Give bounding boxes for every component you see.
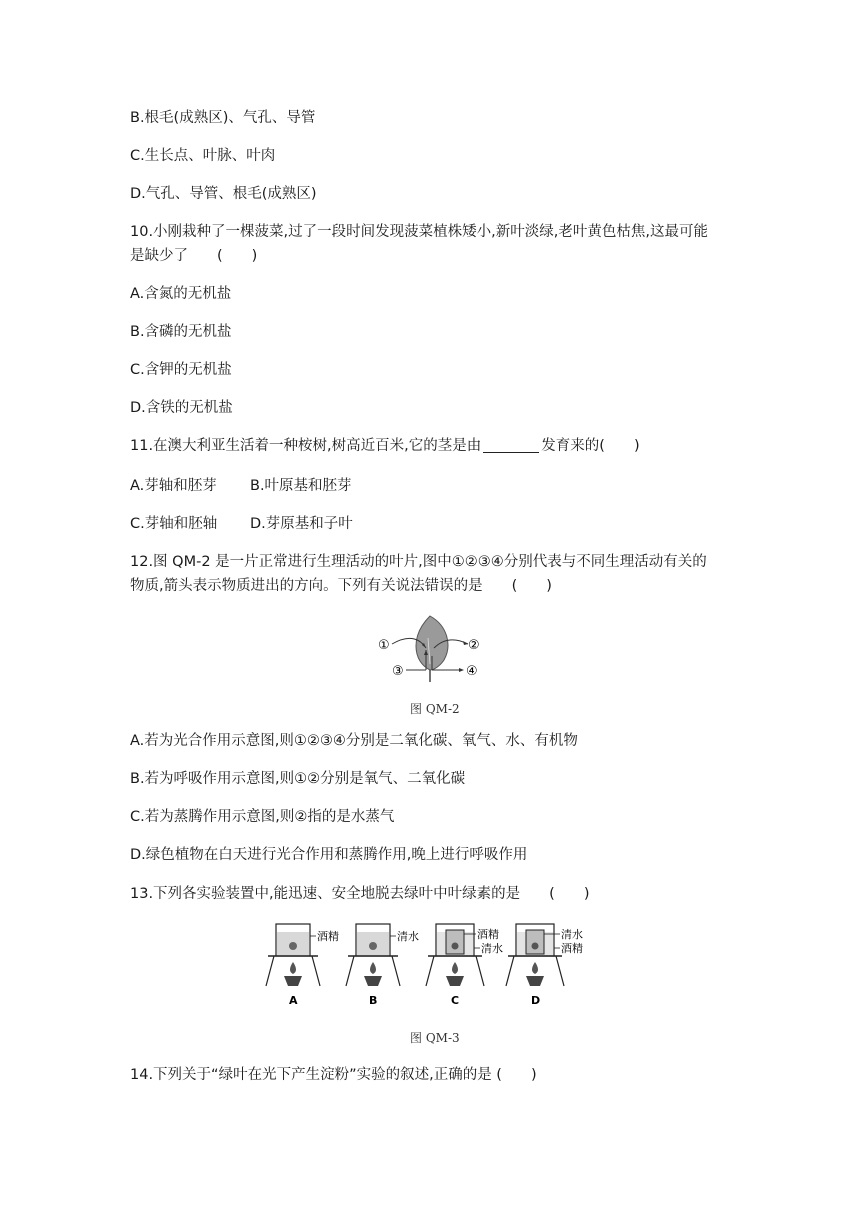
q9-option-c: C.生长点、叶脉、叶肉 (130, 148, 276, 164)
label-b-1: 清水 (397, 930, 419, 943)
label-4: ④ (466, 664, 478, 679)
q12-option-d: D.绿色植物在白天进行光合作用和蒸腾作用,晚上进行呼吸作用 (130, 847, 528, 863)
q13-stem: 13.下列各实验装置中,能迅速、安全地脱去绿叶中叶绿素的是 ( ) (130, 886, 590, 902)
letter-b: B (369, 994, 378, 1007)
leaf-diagram (360, 608, 500, 684)
q9-option-d: D.气孔、导管、根毛(成熟区) (130, 186, 317, 202)
apparatus-b (346, 924, 419, 1007)
q10-option-d: D.含铁的无机盐 (130, 400, 233, 416)
label-c-2: 清水 (481, 942, 503, 955)
label-c-1: 酒精 (477, 928, 499, 941)
q12-option-a: A.若为光合作用示意图,则①②③④分别是二氧化碳、氧气、水、有机物 (130, 733, 578, 749)
q9-option-b: B.根毛(成熟区)、气孔、导管 (130, 110, 316, 126)
label-d-2: 酒精 (561, 942, 583, 955)
apparatus-a (266, 924, 339, 1007)
q14-stem: 14.下列关于“绿叶在光下产生淀粉”实验的叙述,正确的是 ( ) (130, 1067, 537, 1083)
q10-stem-line2: 是缺少了 ( ) (130, 248, 258, 264)
q10-option-c: C.含钾的无机盐 (130, 362, 232, 378)
q11-option-a: A.芽轴和胚芽 (130, 478, 217, 494)
q10-option-b: B.含磷的无机盐 (130, 324, 232, 340)
apparatus-figure (262, 918, 602, 1008)
label-2: ② (468, 638, 480, 653)
q12-stem-line1: 12.图 QM-2 是一片正常进行生理活动的叶片,图中①②③④分别代表与不同生理活动有关的 (130, 554, 707, 570)
q11-stem (130, 436, 640, 456)
letter-c: C (451, 994, 460, 1007)
figure-qm3-caption: 图 QM-3 (410, 1031, 460, 1045)
letter-a: A (289, 994, 298, 1007)
q12-stem-line2: 物质,箭头表示物质进出的方向。下列有关说法错误的是 ( ) (130, 578, 552, 594)
q12-option-c: C.若为蒸腾作用示意图,则②指的是水蒸气 (130, 809, 395, 825)
letter-d: D (531, 994, 541, 1007)
label-3: ③ (392, 664, 404, 679)
q11-answer-blank (483, 438, 539, 453)
label-d-1: 清水 (561, 928, 583, 941)
apparatus-d (506, 924, 583, 1007)
q11-option-d: D.芽原基和子叶 (250, 516, 353, 532)
q10-option-a: A.含氮的无机盐 (130, 286, 232, 302)
figure-qm2-caption: 图 QM-2 (410, 702, 460, 716)
q10-stem-line1: 10.小刚栽种了一棵菠菜,过了一段时间发现菠菜植株矮小,新叶淡绿,老叶黄色枯焦,这最可能 (130, 224, 708, 240)
q11-option-b: B.叶原基和胚芽 (250, 478, 352, 494)
q11-stem-before: 11.在澳大利亚生活着一种桉树,树高近百米,它的茎是由 (130, 438, 482, 454)
label-1: ① (378, 638, 390, 653)
q11-option-c: C.芽轴和胚轴 (130, 516, 218, 532)
apparatus-c (426, 924, 503, 1007)
q11-stem-after: 发育来的( ) (541, 438, 640, 454)
label-a-1: 酒精 (317, 930, 339, 943)
q12-option-b: B.若为呼吸作用示意图,则①②分别是氧气、二氧化碳 (130, 771, 466, 787)
